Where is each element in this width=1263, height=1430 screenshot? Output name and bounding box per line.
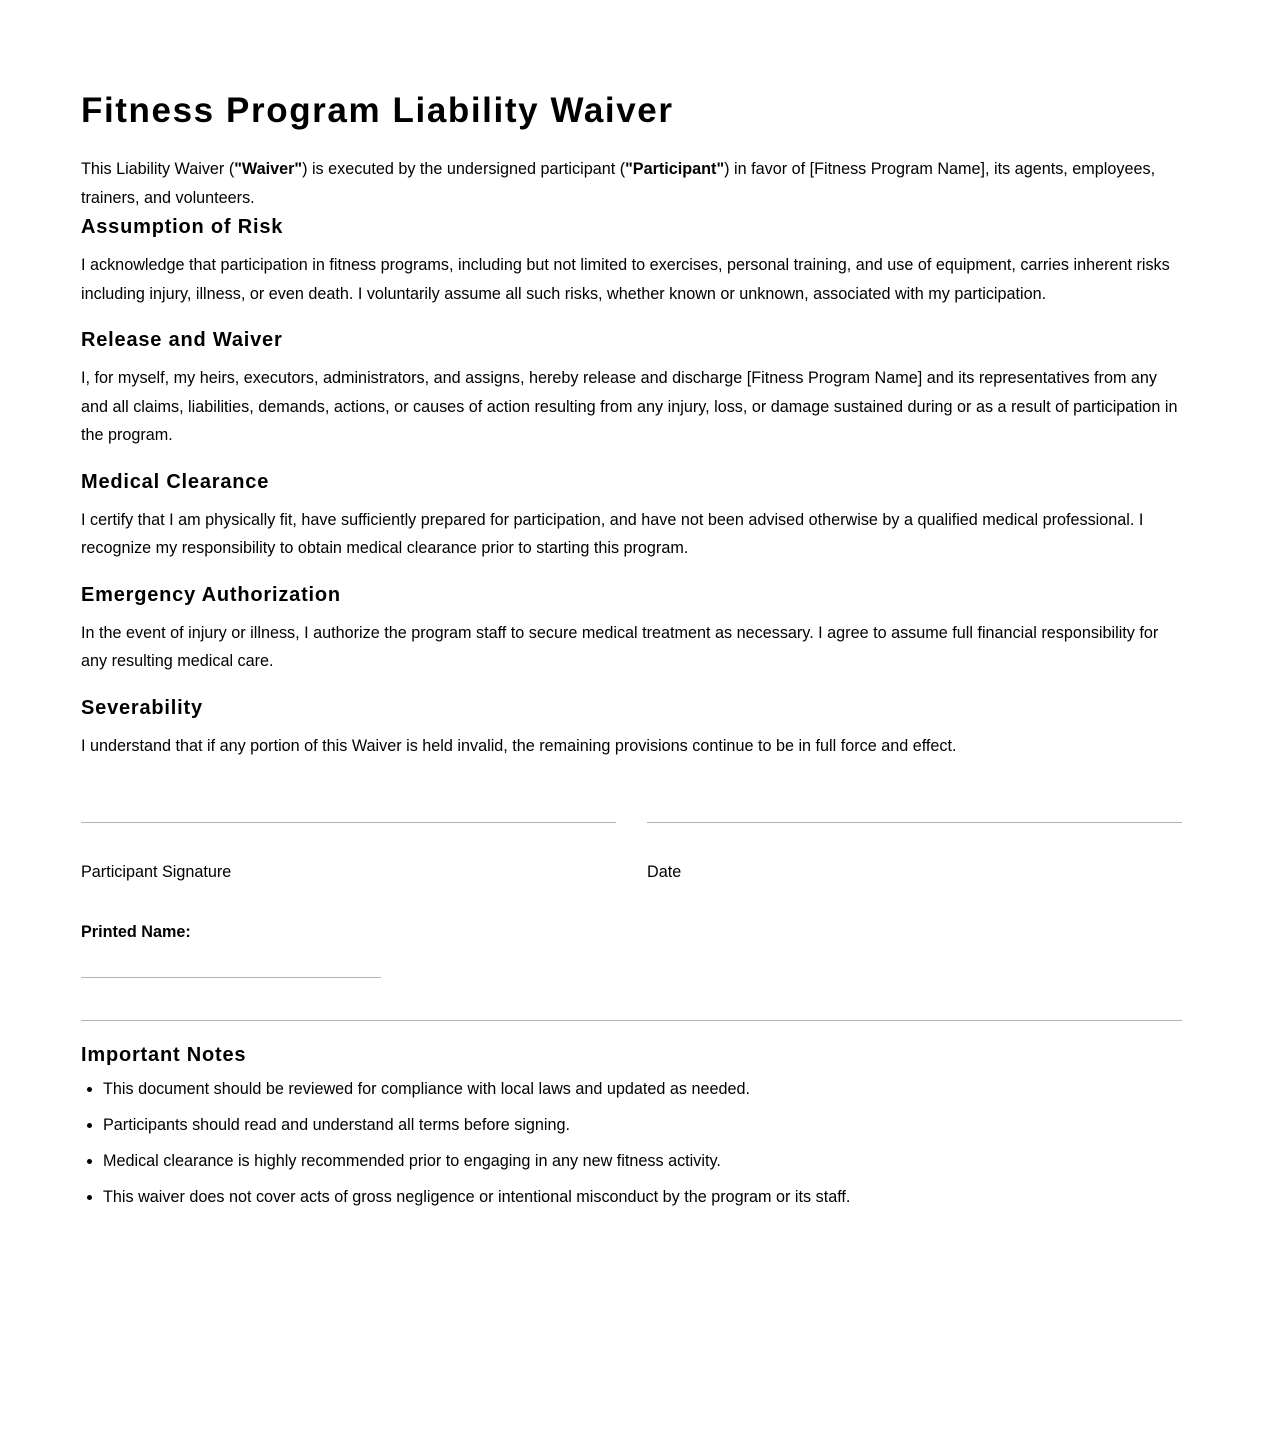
signature-row [81,822,1182,883]
intro-text-3: ) in favor of [Fitness Program Name], its agents, employees, trainers, and volunteers. [81,160,1156,207]
section-heading: Emergency Authorization [81,583,341,606]
section-release-and-waiver [81,325,1182,450]
section-assumption-of-risk [81,212,1182,308]
section-divider [81,1020,1182,1021]
section-text: I certify that I am physically fit, have sufficiently prepared for participation, and have not been advised otherwise by a qualified medical professional. I recognize my responsibility to obtain medical clearance prior to starting this program. [81,510,1144,557]
waiver-document [81,0,1182,1208]
section-text: I acknowledge that participation in fitness programs, including but not limited to exercises, personal training, and use of equipment, carries inherent risks including injury, illness, or even death. I voluntarily assume all such risks, whether known or unknown, associated with my participation. [81,256,1170,303]
list-item: • This waiver does not cover acts of gross negligence or intentional misconduct by the program or its staff. [103,1186,1182,1208]
notes-heading: Important Notes [81,1044,247,1066]
date-block [647,822,1182,883]
date-line[interactable] [647,822,1182,823]
section-severability [81,693,1182,761]
section-text: In the event of injury or illness, I authorize the program staff to secure medical treatment as necessary. I agree to assume full financial responsibility for any resulting medical care. [81,623,1159,670]
intro-text-1: This Liability Waiver ( [81,160,235,178]
waiver-term: "Waiver" [234,160,303,178]
participant-signature-label: Participant Signature [81,863,232,881]
notes-list [81,1078,1182,1208]
section-heading: Severability [81,696,203,719]
section-medical-clearance [81,467,1182,563]
section-heading: Medical Clearance [81,470,270,493]
participant-term: "Participant" [625,160,725,178]
section-heading: Assumption of Risk [81,216,284,238]
list-item: • Participants should read and understand all terms before signing. [103,1114,1182,1136]
participant-signature-block [81,822,616,883]
page-title: Fitness Program Liability Waiver [81,91,674,130]
list-item: • Medical clearance is highly recommended prior to engaging in any new fitness activity. [103,1150,1182,1172]
list-item: • This document should be reviewed for compliance with local laws and updated as needed. [103,1078,1182,1100]
printed-name-line[interactable] [81,977,381,978]
participant-signature-line[interactable] [81,822,616,823]
intro-text-2: ) is executed by the undersigned participant ( [302,160,626,178]
intro-paragraph [81,155,1182,212]
date-label: Date [647,863,682,881]
section-text: I, for myself, my heirs, executors, administrators, and assigns, hereby release and discharge [Fitness Program Name] and its representatives from any and all claims, liabilities, demands, actions, or causes of action resulting from any injury, loss, or damage sustained during or as a result of participation in the program. [81,369,1178,444]
section-heading: Release and Waiver [81,329,283,351]
section-text: I understand that if any portion of this Waiver is held invalid, the remaining provisions continue to be in full force and effect. [81,736,957,755]
section-emergency-authorization [81,580,1182,676]
printed-name-label: Printed Name: [81,923,191,941]
